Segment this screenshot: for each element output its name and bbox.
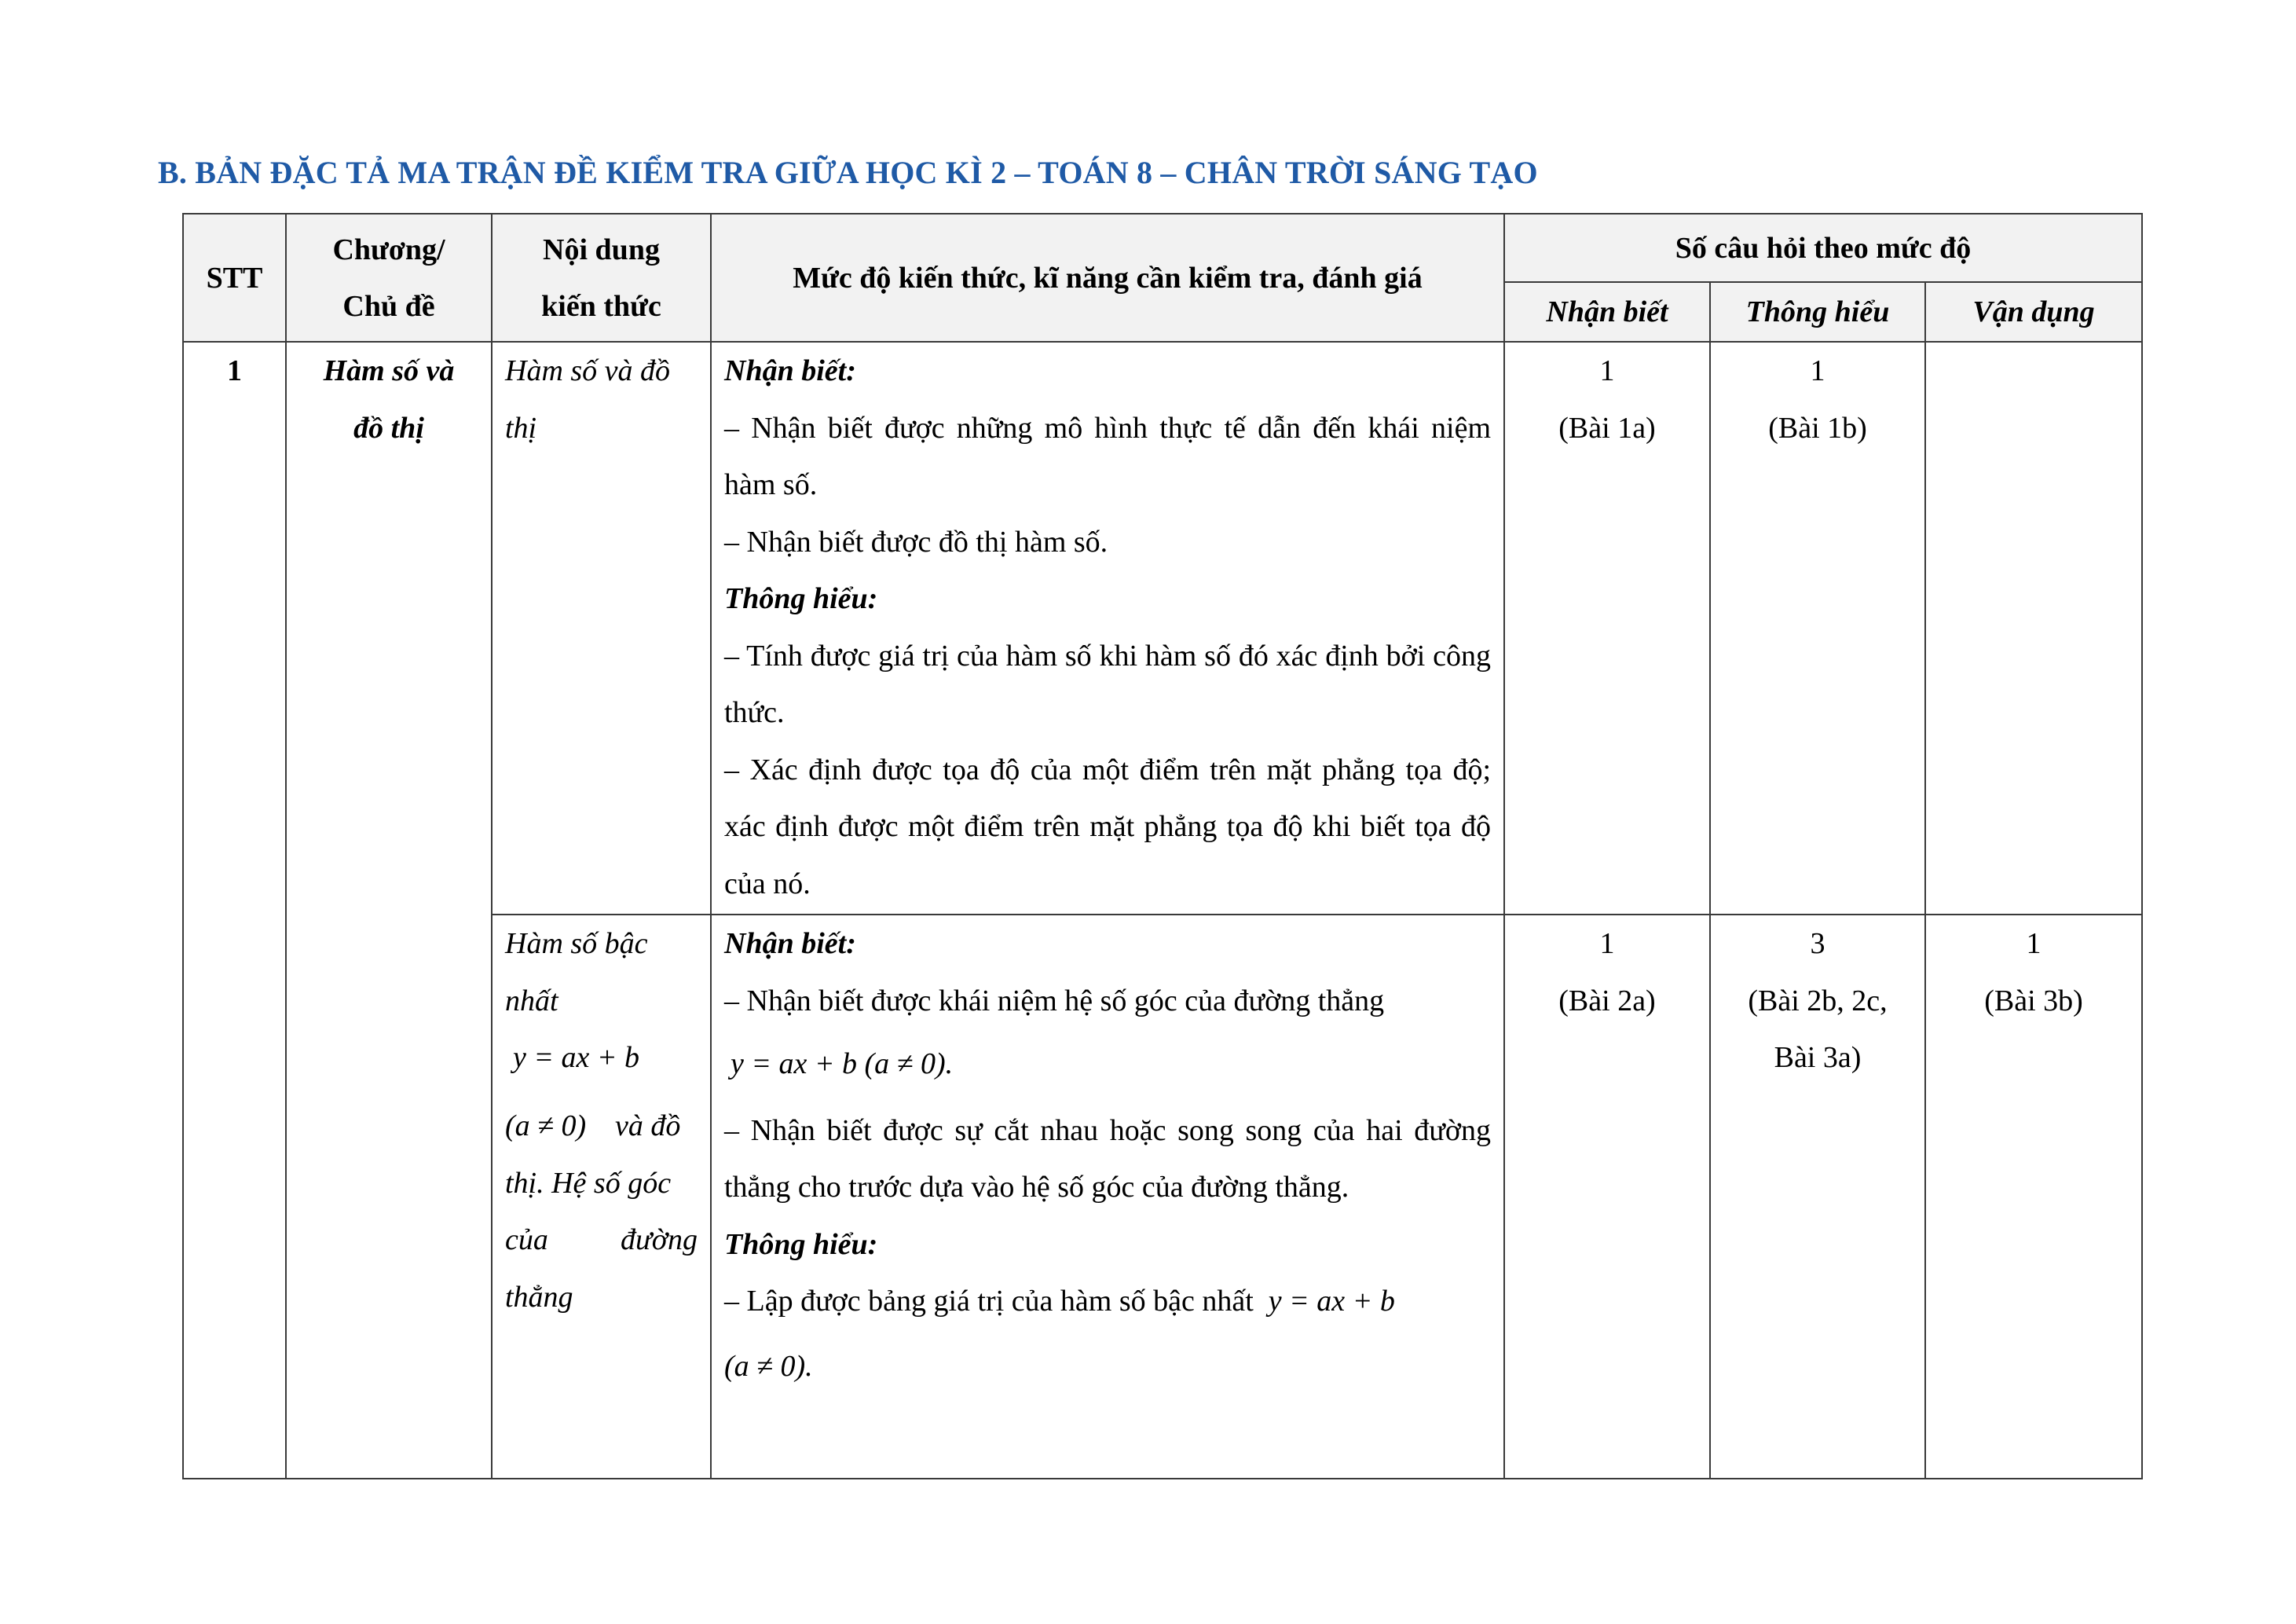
table-header-row — [183, 214, 2142, 282]
apply-count-cell — [1925, 915, 2142, 1479]
recognize-item: – Nhận biết được khái niệm hệ số góc của đường thẳng — [724, 984, 1385, 1017]
header-chapter — [286, 214, 492, 342]
recognize-ref: (Bài 2a) — [1558, 984, 1656, 1017]
understand-ref: Bài 3a) — [1774, 1041, 1862, 1074]
header-apply: Vận dụng — [1925, 282, 2142, 342]
understand-count-cell — [1710, 342, 1925, 915]
understand-count: 1 — [1810, 354, 1825, 387]
topic-line2: thị — [505, 411, 537, 445]
recognize-formula: y = ax + b (a ≠ 0). — [731, 1047, 954, 1080]
row-description — [711, 915, 1504, 1479]
understand-ref: (Bài 1b) — [1768, 411, 1867, 445]
understand-item-text: – Lập được bảng giá trị của hàm số bậc nhất — [724, 1285, 1254, 1318]
topic-line2: nhất — [505, 984, 558, 1017]
understand-item: – Xác định được tọa độ của một điểm trên mặt phẳng tọa độ; xác định được một điểm trên mặt phẳng tọa độ khi biết tọa độ của nó. — [724, 753, 1491, 900]
recognize-heading: Nhận biết: — [724, 354, 856, 387]
topic-line3: thị. Hệ số góc — [505, 1166, 672, 1200]
apply-ref: (Bài 3b) — [1984, 984, 2083, 1017]
understand-count-cell — [1710, 915, 1925, 1479]
recognize-count-cell — [1504, 342, 1710, 915]
recognize-count-cell — [1504, 915, 1710, 1479]
understand-condition: (a ≠ 0). — [724, 1349, 813, 1383]
header-chapter-line1: Chương/ — [332, 233, 445, 266]
recognize-item: – Nhận biết được đồ thị hàm số. — [724, 525, 1108, 559]
topic-line1: Hàm số và đồ — [505, 354, 671, 387]
understand-formula: y = ax + b — [1268, 1285, 1395, 1318]
recognize-item: – Nhận biết được sự cắt nhau hoặc song song của hai đường thẳng cho trước dựa vào hệ số góc của đường thẳng. — [724, 1113, 1491, 1204]
header-content-line2: kiến thức — [541, 289, 661, 323]
header-content-line1: Nội dung — [543, 233, 660, 266]
row-topic — [492, 342, 711, 915]
recognize-ref: (Bài 1a) — [1558, 411, 1656, 445]
recognize-count: 1 — [1599, 927, 1615, 960]
row-topic — [492, 915, 711, 1479]
document-title: B. BẢN ĐẶC TẢ MA TRẬN ĐỀ KIỂM TRA GIỮA HỌC KÌ 2 – TOÁN 8 – CHÂN TRỜI SÁNG TẠO — [158, 155, 1538, 190]
topic-line4: của đường — [505, 1223, 698, 1256]
understand-item — [724, 1273, 1491, 1330]
topic-formula: y = ax + b — [513, 1041, 640, 1074]
topic-condition: (a ≠ 0) — [505, 1109, 587, 1142]
row-description — [711, 342, 1504, 915]
recognize-heading: Nhận biết: — [724, 927, 856, 960]
topic-line3-a: và đồ — [615, 1109, 681, 1142]
understand-item: – Tính được giá trị của hàm số khi hàm số đó xác định bởi công thức. — [724, 639, 1491, 729]
understand-ref: (Bài 2b, 2c, — [1748, 984, 1888, 1017]
header-content — [492, 214, 711, 342]
header-level-description: Mức độ kiến thức, kĩ năng cần kiểm tra, đánh giá — [711, 214, 1504, 342]
row-chapter — [286, 342, 492, 1479]
topic-line5: thẳng — [505, 1280, 573, 1314]
recognize-count: 1 — [1599, 354, 1615, 387]
header-question-count: Số câu hỏi theo mức độ — [1504, 214, 2142, 282]
row-stt: 1 — [183, 342, 286, 1479]
understand-heading: Thông hiểu: — [724, 1227, 878, 1261]
header-recognize: Nhận biết — [1504, 282, 1710, 342]
chapter-line1: Hàm số và — [323, 354, 455, 387]
apply-count: 1 — [2026, 927, 2041, 960]
understand-count: 3 — [1810, 927, 1825, 960]
specification-table — [182, 213, 2143, 1479]
recognize-item: – Nhận biết được những mô hình thực tế dẫn đến khái niệm hàm số. — [724, 411, 1491, 501]
table-row — [183, 342, 2142, 915]
apply-count-cell — [1925, 342, 2142, 915]
header-chapter-line2: Chủ đề — [342, 289, 435, 323]
header-stt: STT — [183, 214, 286, 342]
chapter-line2: đồ thị — [353, 411, 424, 445]
header-understand: Thông hiểu — [1710, 282, 1925, 342]
topic-line1: Hàm số bậc — [505, 927, 648, 960]
understand-heading: Thông hiểu: — [724, 582, 878, 615]
